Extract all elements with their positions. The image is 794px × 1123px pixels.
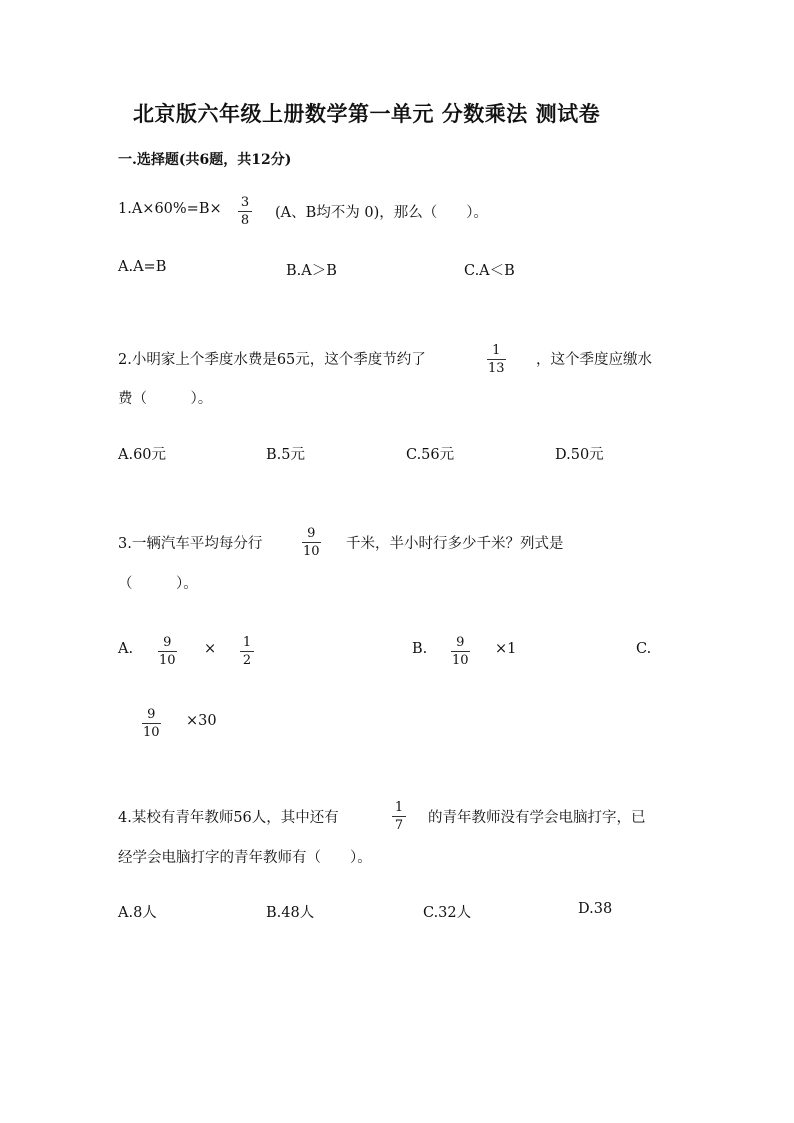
fraction-numerator: 9 — [456, 635, 465, 650]
question-3-option-b-tail: ×1 — [495, 641, 517, 657]
question-4-stem-c: 经学会电脑打字的青年教师有（ ）。 — [118, 850, 372, 866]
question-2-stem-b: ，这个季度应缴水 — [536, 352, 652, 368]
question-1-option-b[interactable]: B.A＞B — [286, 263, 337, 279]
fraction-denominator: 8 — [240, 213, 250, 228]
fraction-denominator: 13 — [488, 361, 505, 376]
fraction-denominator: 2 — [242, 653, 252, 668]
fraction-numerator: 3 — [240, 195, 250, 210]
fraction-numerator: 9 — [147, 707, 156, 722]
question-2-option-c[interactable]: C.56元 — [406, 447, 455, 463]
question-3-fraction — [302, 526, 321, 559]
question-3-option-c-fraction — [142, 707, 161, 740]
fraction-denominator: 10 — [143, 725, 160, 740]
fraction-numerator: 1 — [492, 343, 501, 358]
question-4-option-a[interactable]: A.8人 — [118, 905, 157, 921]
question-3-option-b-label[interactable]: B. — [412, 641, 428, 657]
question-4-stem-a: 4.某校有青年教师56人，其中还有 — [118, 810, 339, 826]
fraction-numerator: 1 — [394, 800, 404, 815]
question-3-option-b-fraction — [451, 635, 470, 668]
question-3-option-a-fraction-2 — [240, 635, 254, 668]
question-2-option-a[interactable]: A.60元 — [118, 447, 167, 463]
question-4-option-d[interactable]: D.38 — [578, 901, 613, 917]
fraction-numerator: 1 — [242, 635, 252, 650]
question-2-stem-c: 费（ ）。 — [118, 391, 213, 407]
question-2-fraction — [487, 343, 506, 376]
fraction-bar — [240, 651, 254, 652]
question-1-fraction — [238, 195, 252, 228]
page-title: 北京版六年级上册数学第一单元 分数乘法 测试卷 — [133, 101, 601, 126]
fraction-bar — [238, 211, 252, 212]
question-3-option-a-fraction-1 — [158, 635, 177, 668]
fraction-bar — [487, 359, 506, 360]
question-1-stem-a: 1.A×60%=B× — [118, 201, 222, 217]
question-4-fraction — [392, 800, 406, 833]
fraction-bar — [392, 816, 406, 817]
question-2-option-b[interactable]: B.5元 — [266, 447, 305, 463]
question-3-stem-a: 3.一辆汽车平均每分行 — [118, 536, 263, 552]
question-1-option-c[interactable]: C.A＜B — [464, 263, 515, 279]
fraction-denominator: 10 — [452, 653, 469, 668]
fraction-denominator: 7 — [394, 818, 404, 833]
fraction-bar — [158, 651, 177, 652]
question-1-option-a[interactable]: A.A=B — [118, 259, 167, 275]
question-3-option-a-operator: × — [204, 641, 217, 657]
question-4-stem-b: 的青年教师没有学会电脑打字，已 — [428, 810, 646, 826]
question-3-stem-c: （ ）。 — [118, 576, 198, 592]
question-3-option-c-tail: ×30 — [186, 713, 217, 729]
question-2-option-d[interactable]: D.50元 — [555, 447, 604, 463]
question-3-stem-b: 千米，半小时行多少千米？列式是 — [346, 536, 564, 552]
question-3-option-a-label[interactable]: A. — [118, 641, 134, 657]
question-4-option-c[interactable]: C.32人 — [423, 905, 472, 921]
fraction-numerator: 9 — [163, 635, 172, 650]
fraction-bar — [451, 651, 470, 652]
fraction-numerator: 9 — [307, 526, 316, 541]
question-3-option-c-label[interactable]: C. — [636, 641, 652, 657]
fraction-denominator: 10 — [159, 653, 176, 668]
fraction-bar — [142, 723, 161, 724]
question-1-stem-b: (A、B均不为 0)，那么（ ）。 — [275, 205, 489, 221]
section-heading: 一.选择题(共6题，共12分) — [118, 152, 292, 168]
question-2-stem-a: 2.小明家上个季度水费是65元，这个季度节约了 — [118, 352, 426, 368]
fraction-denominator: 10 — [303, 544, 320, 559]
question-4-option-b[interactable]: B.48人 — [266, 905, 315, 921]
fraction-bar — [302, 542, 321, 543]
